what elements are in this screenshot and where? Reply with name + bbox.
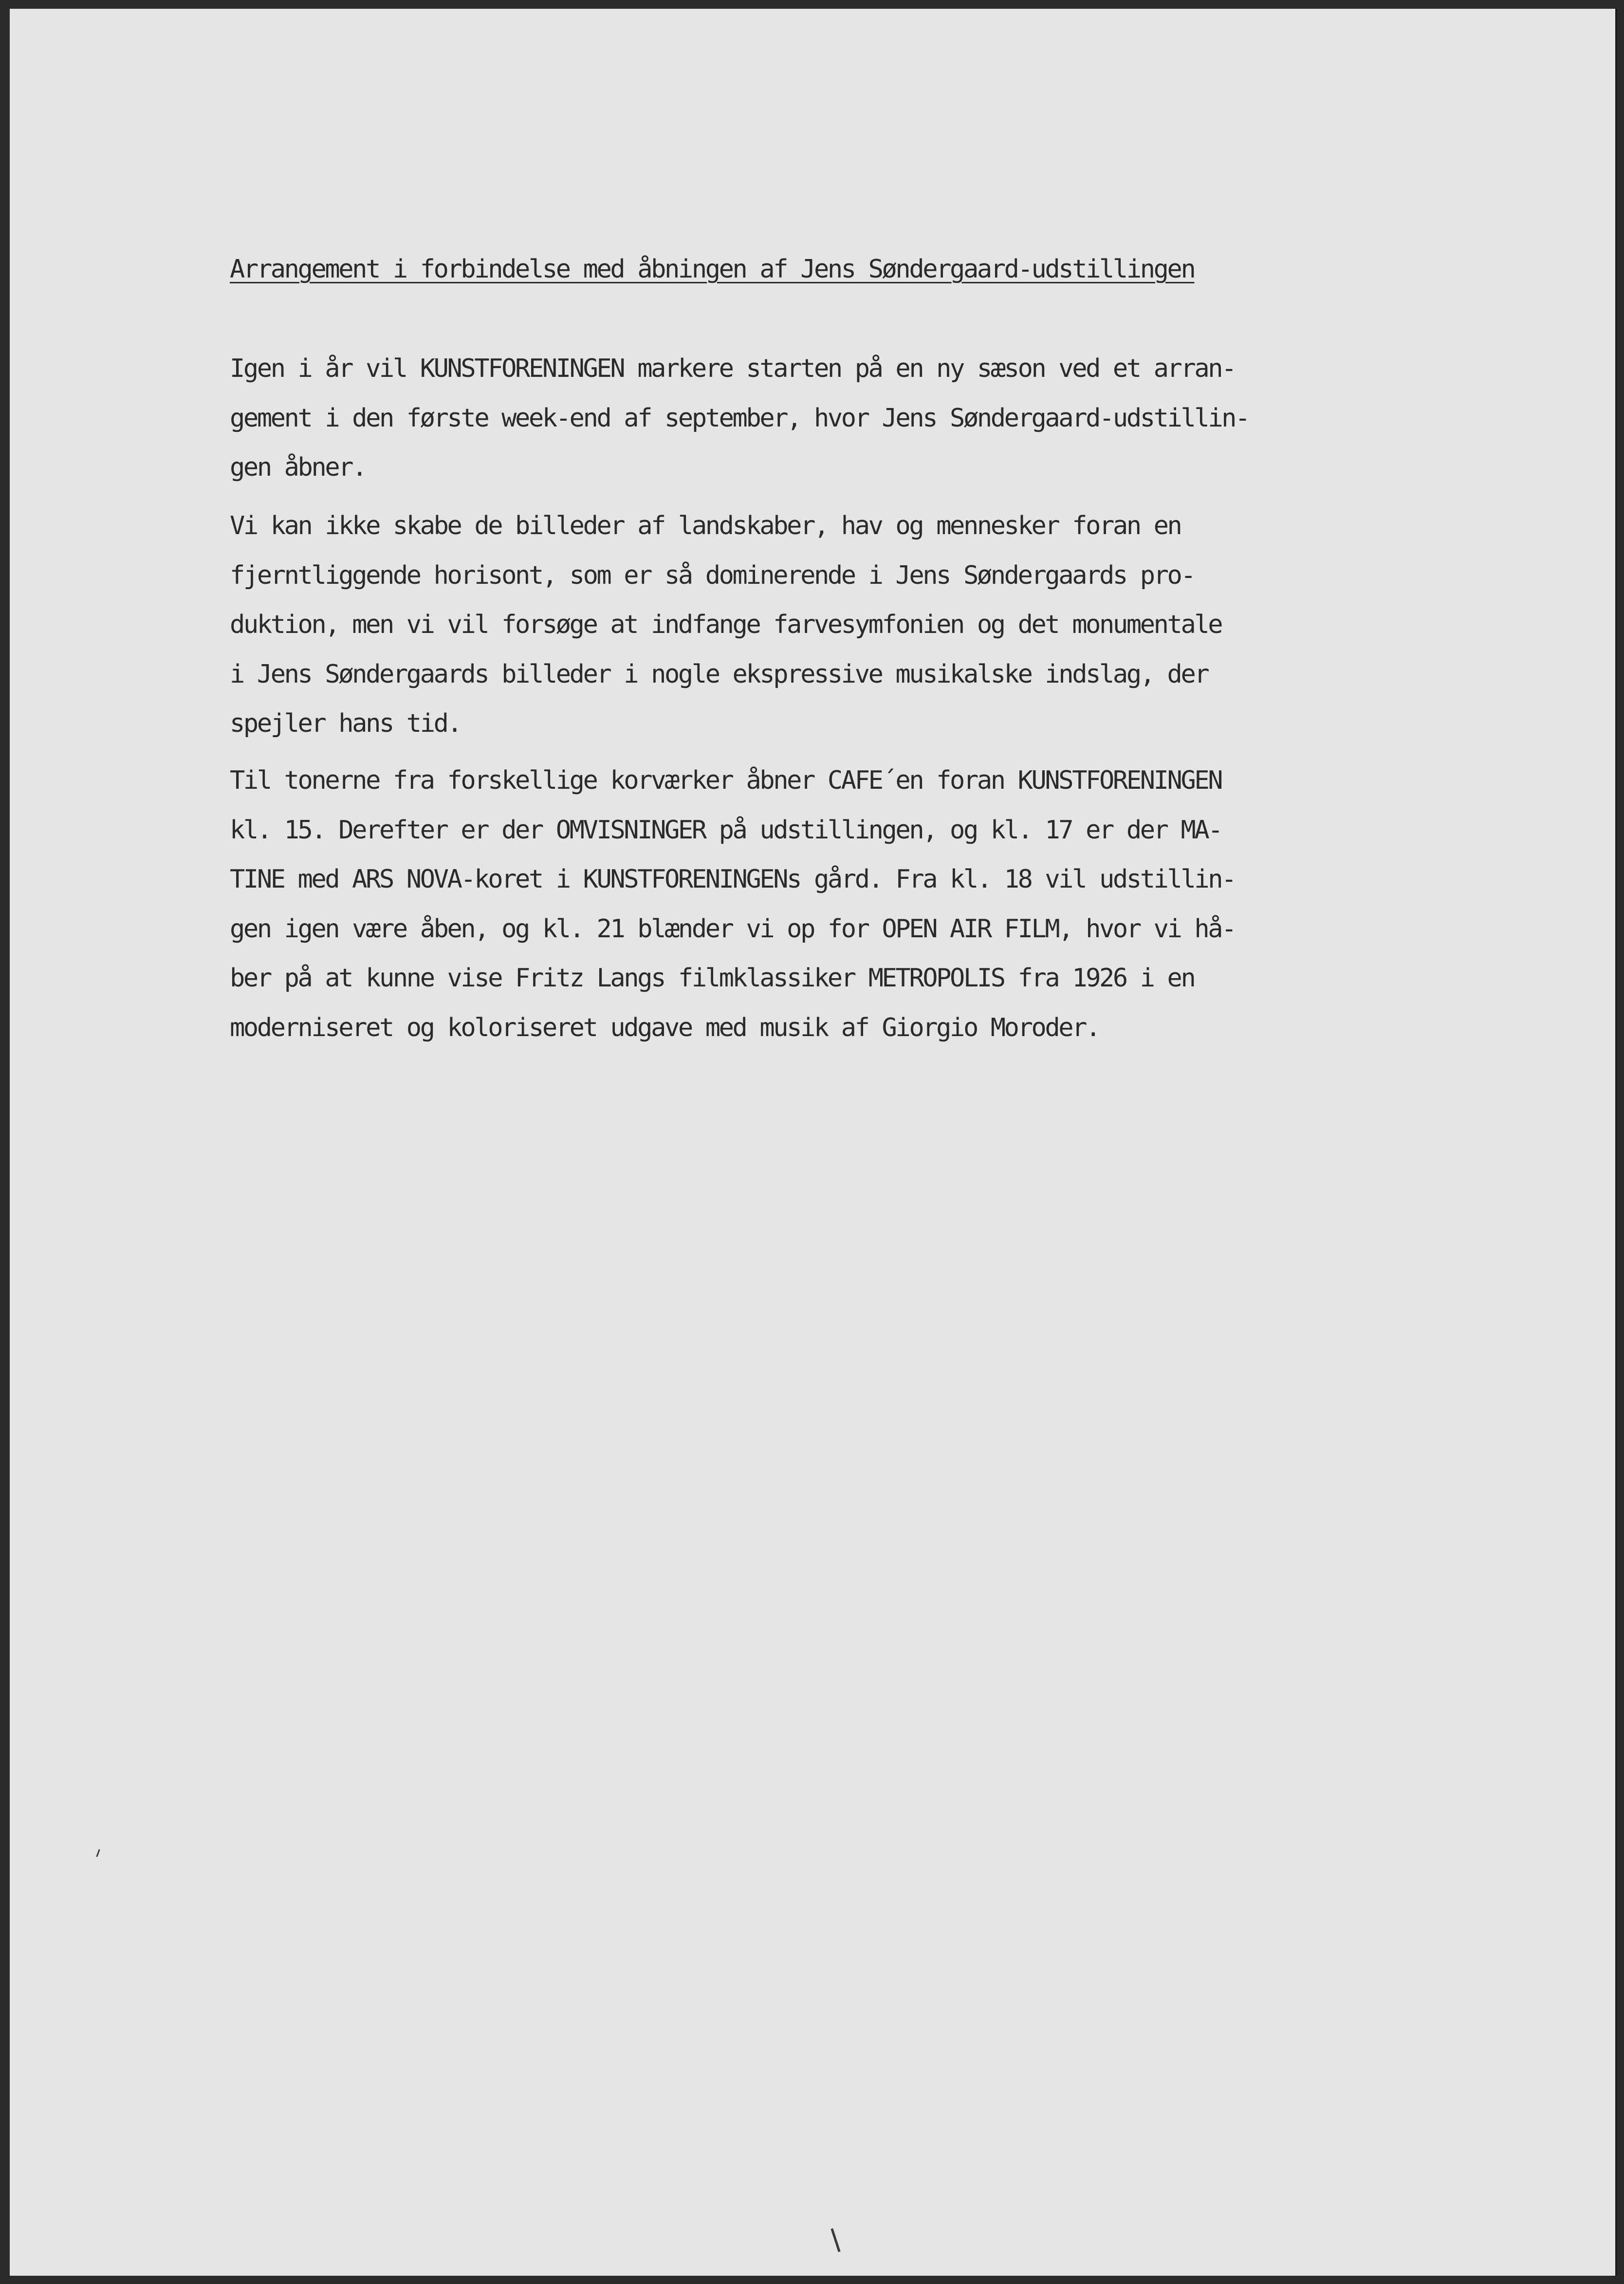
paragraph-intro: Igen i år vil KUNSTFORENINGEN markere starten på en ny sæson ved et arran- gement i den første week-end af september, hvor Jens Søndergaard-udstillin- gen åbner. (230, 354, 1249, 482)
pencil-mark (830, 2228, 840, 2252)
paragraph-program: Til tonerne fra forskellige korværker åbner CAFE´en foran KUNSTFORENINGEN kl. 15. Derefter er der OMVISNINGER på udstillingen, og kl. 17 er der MA- TINE med ARS NOVA-koret i KUNSTFORENINGENs gård. Fra kl. 18 vil udstillin- gen igen være åben, og kl. 21 blænder vi op for OPEN AIR FILM, hvor vi hå- ber på at kunne vise Fritz Langs filmklassiker METROPOLIS fra 1926 i en moderniseret og koloriseret udgave med musik af Giorgio Moroder. (230, 766, 1236, 1042)
document-title: Arrangement i forbindelse med åbningen af Jens Søndergaard-udstillingen (230, 255, 1195, 284)
paper-speck (96, 1849, 100, 1857)
paragraph-landscapes: Vi kan ikke skabe de billeder af landskaber, hav og mennesker foran en fjerntliggende horisont, som er så dominerende i Jens Søndergaards pro- duktion, men vi vil forsøge at indfange farvesymfonien og det monumentale i Jens Søndergaards billeder i nogle ekspressive musikalske indslag, der spejler hans tid. (230, 511, 1222, 738)
document-page (10, 9, 1617, 2276)
